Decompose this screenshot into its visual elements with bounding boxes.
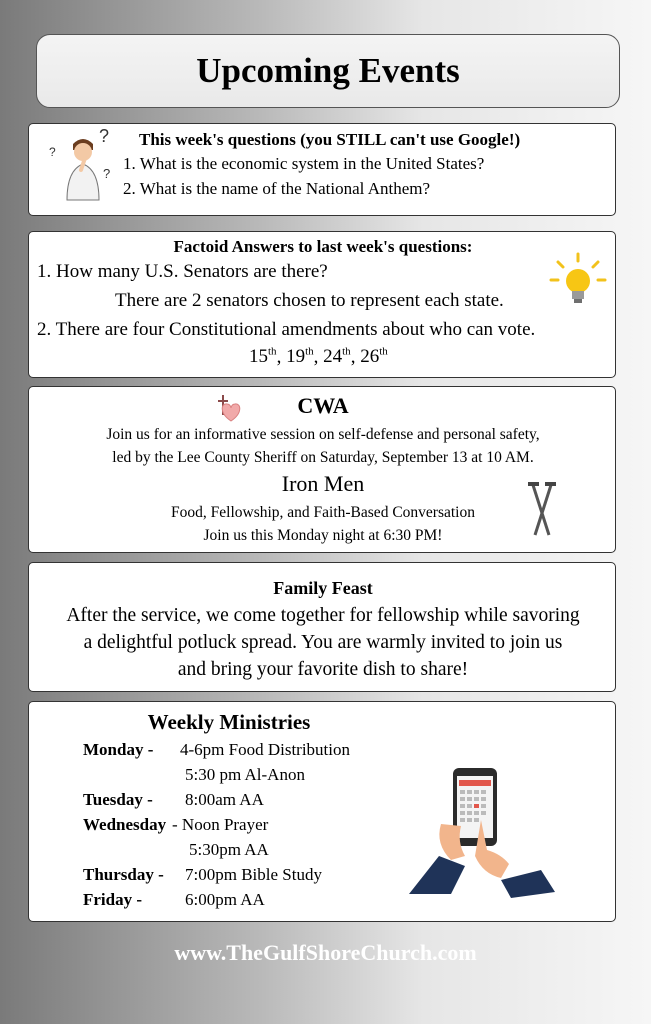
- thinking-person-icon: [47, 126, 127, 201]
- amendment-15: 15th: [249, 346, 277, 368]
- website-url[interactable]: www.TheGulfShoreChurch.com: [174, 940, 477, 965]
- question-1: 1. What is the economic system in the United States?: [123, 154, 485, 173]
- ministry-day-monday: Monday -: [83, 740, 154, 759]
- svg-text:?: ?: [49, 145, 56, 159]
- amendment-19: 19th: [286, 346, 314, 368]
- page-title: Upcoming Events: [196, 51, 460, 90]
- factoid-question-1: 1. How many U.S. Senators are there?: [37, 261, 328, 282]
- ministries-heading: Weekly Ministries: [147, 710, 311, 734]
- amendment-26: 26th: [360, 346, 388, 368]
- feast-heading: Family Feast: [273, 578, 373, 598]
- feast-line-2: a delightful potluck spread. You are warmly invited to join us: [83, 632, 563, 653]
- amendment-24: 24th: [323, 346, 351, 368]
- ministry-event-wednesday-1: - Noon Prayer: [172, 815, 269, 834]
- ministry-event-monday-2: 5:30 pm Al-Anon: [185, 765, 305, 784]
- ironmen-line-2: Join us this Monday night at 6:30 PM!: [203, 527, 443, 544]
- amendments-list: 15th, 19th, 24th, 26th: [249, 346, 388, 368]
- cwa-line-2: led by the Lee County Sheriff on Saturday, September 13 at 10 AM.: [112, 449, 534, 466]
- ministry-event-thursday: 7:00pm Bible Study: [185, 865, 322, 884]
- family-feast-box: [28, 562, 616, 692]
- phone-calendar-icon: [401, 764, 561, 899]
- svg-text:?: ?: [99, 126, 110, 146]
- ministry-event-tuesday: 8:00am AA: [185, 790, 264, 809]
- svg-text:?: ?: [103, 166, 111, 181]
- ministry-event-friday: 6:00pm AA: [185, 890, 265, 909]
- crossed-nails-icon: [525, 481, 559, 539]
- cwa-ironmen-box: [28, 386, 616, 553]
- ministries-box: [28, 701, 616, 922]
- factoid-box: [28, 231, 616, 378]
- cwa-line-1: Join us for an informative session on self-defense and personal safety,: [106, 426, 540, 443]
- factoid-heading: Factoid Answers to last week's questions:: [173, 237, 473, 256]
- factoid-question-2: 2. There are four Constitutional amendments about who can vote.: [37, 319, 536, 340]
- ironmen-line-1: Food, Fellowship, and Faith-Based Conversation: [171, 504, 475, 521]
- cwa-heading: CWA: [297, 393, 349, 418]
- questions-heading: This week's questions (you STILL can't use Google!): [139, 130, 521, 149]
- factoid-answer-1: There are 2 senators chosen to represent each state.: [115, 290, 504, 311]
- question-2: 2. What is the name of the National Anthem?: [123, 179, 431, 198]
- feast-line-3: and bring your favorite dish to share!: [177, 659, 469, 680]
- ministry-event-wednesday-2: 5:30pm AA: [189, 840, 269, 859]
- ministry-event-monday-1: 4-6pm Food Distribution: [180, 740, 351, 759]
- lightbulb-icon: [549, 252, 607, 310]
- ironmen-heading: Iron Men: [281, 471, 365, 496]
- ministry-day-wednesday: Wednesday: [83, 815, 167, 834]
- ministry-day-tuesday: Tuesday -: [83, 790, 153, 809]
- ministry-day-thursday: Thursday -: [83, 865, 164, 884]
- feast-line-1: After the service, we come together for fellowship while savoring: [66, 605, 580, 626]
- ministry-day-friday: Friday -: [83, 890, 143, 909]
- questions-box: [28, 123, 616, 216]
- title-banner: [36, 34, 620, 108]
